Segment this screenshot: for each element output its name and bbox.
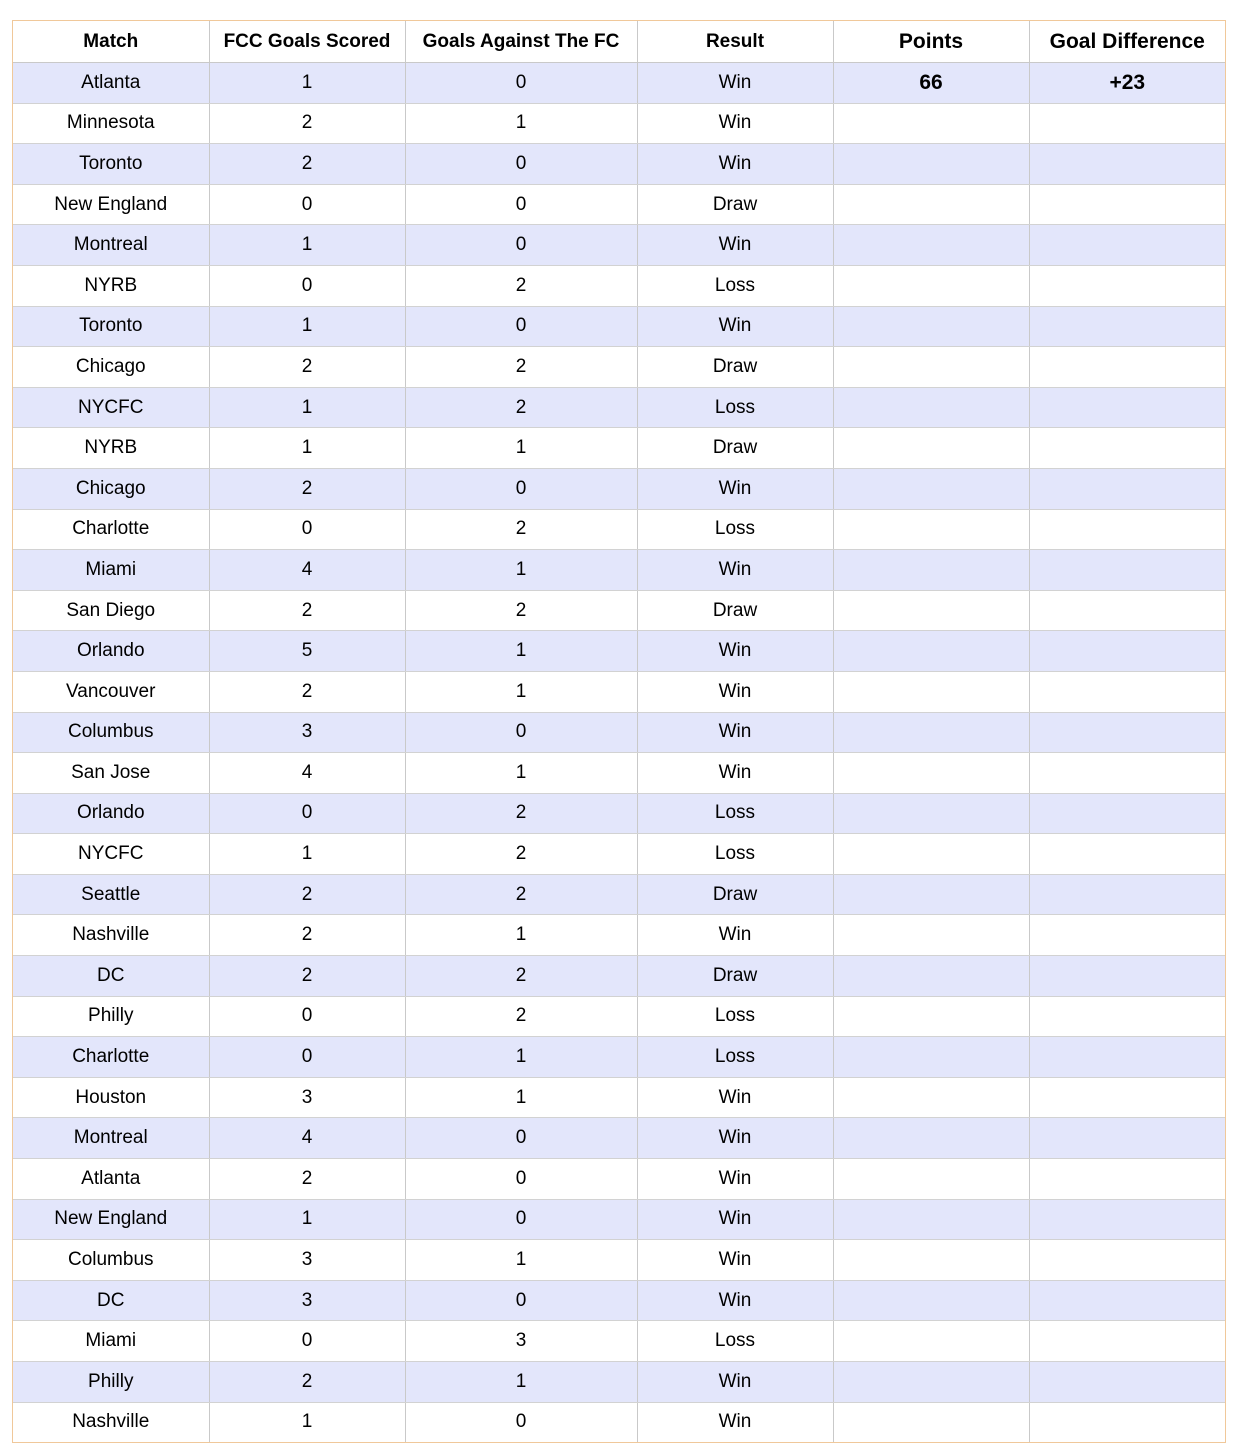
cell-points[interactable] — [833, 1402, 1029, 1442]
cell-points[interactable] — [833, 144, 1029, 185]
cell-goals-against[interactable]: 0 — [405, 144, 637, 185]
header-goal-difference[interactable]: Goal Difference — [1029, 21, 1225, 63]
cell-goals-against[interactable]: 2 — [405, 387, 637, 428]
cell-result[interactable]: Win — [637, 225, 833, 266]
table-row — [13, 184, 1225, 225]
cell-points[interactable] — [833, 996, 1029, 1037]
cell-result[interactable]: Win — [637, 306, 833, 347]
cell-result[interactable]: Draw — [637, 428, 833, 469]
cell-result[interactable]: Win — [637, 63, 833, 104]
table-row — [13, 103, 1225, 144]
cell-match[interactable]: Charlotte — [13, 1037, 209, 1078]
cell-goals-scored[interactable]: 2 — [209, 874, 405, 915]
cell-goals-against[interactable]: 1 — [405, 915, 637, 956]
cell-result[interactable]: Win — [637, 144, 833, 185]
table-row — [13, 1077, 1225, 1118]
cell-points[interactable] — [833, 956, 1029, 997]
cell-goal-difference[interactable] — [1029, 1321, 1225, 1362]
cell-goal-difference[interactable] — [1029, 753, 1225, 794]
cell-result[interactable]: Win — [637, 1199, 833, 1240]
table-row — [13, 834, 1225, 875]
cell-result[interactable]: Draw — [637, 347, 833, 388]
table-row — [13, 1362, 1225, 1403]
cell-goals-against[interactable]: 1 — [405, 103, 637, 144]
header-points[interactable]: Points — [833, 21, 1029, 63]
cell-result[interactable]: Loss — [637, 1321, 833, 1362]
results-table — [13, 21, 1225, 1442]
cell-points[interactable] — [833, 509, 1029, 550]
cell-result[interactable]: Win — [637, 712, 833, 753]
cell-match[interactable]: Montreal — [13, 225, 209, 266]
cell-points[interactable] — [833, 1077, 1029, 1118]
cell-goals-against[interactable]: 1 — [405, 1240, 637, 1281]
cell-goal-difference[interactable] — [1029, 834, 1225, 875]
cell-goals-scored[interactable]: 0 — [209, 793, 405, 834]
cell-match[interactable]: Nashville — [13, 1402, 209, 1442]
cell-goals-against[interactable]: 1 — [405, 1077, 637, 1118]
table-row — [13, 712, 1225, 753]
cell-goals-scored[interactable]: 3 — [209, 1240, 405, 1281]
table-row — [13, 590, 1225, 631]
cell-result[interactable]: Win — [637, 1240, 833, 1281]
cell-goals-against[interactable]: 0 — [405, 306, 637, 347]
cell-match[interactable]: San Jose — [13, 753, 209, 794]
cell-goal-difference[interactable] — [1029, 550, 1225, 591]
header-result[interactable]: Result — [637, 21, 833, 63]
cell-goals-against[interactable]: 1 — [405, 753, 637, 794]
cell-goals-against[interactable]: 2 — [405, 996, 637, 1037]
cell-result[interactable]: Loss — [637, 834, 833, 875]
cell-goals-scored[interactable]: 1 — [209, 387, 405, 428]
cell-match[interactable]: Charlotte — [13, 509, 209, 550]
cell-goals-scored[interactable]: 0 — [209, 1037, 405, 1078]
header-row — [13, 21, 1225, 63]
table-row — [13, 63, 1225, 104]
cell-goals-against[interactable]: 0 — [405, 63, 637, 104]
table-row — [13, 671, 1225, 712]
cell-match[interactable]: DC — [13, 956, 209, 997]
cell-points[interactable] — [833, 468, 1029, 509]
cell-result[interactable]: Win — [637, 468, 833, 509]
cell-result[interactable]: Win — [637, 915, 833, 956]
cell-goals-against[interactable]: 1 — [405, 550, 637, 591]
cell-points[interactable] — [833, 1159, 1029, 1200]
cell-goal-difference[interactable] — [1029, 225, 1225, 266]
cell-points[interactable] — [833, 103, 1029, 144]
cell-match[interactable]: Miami — [13, 550, 209, 591]
cell-match[interactable]: NYRB — [13, 265, 209, 306]
cell-goals-against[interactable]: 2 — [405, 509, 637, 550]
table-row — [13, 428, 1225, 469]
cell-points[interactable] — [833, 550, 1029, 591]
cell-goals-scored[interactable]: 4 — [209, 753, 405, 794]
cell-goals-scored[interactable]: 2 — [209, 468, 405, 509]
cell-goals-scored[interactable]: 2 — [209, 1362, 405, 1403]
cell-goals-scored[interactable]: 1 — [209, 1199, 405, 1240]
cell-goals-scored[interactable]: 2 — [209, 956, 405, 997]
cell-goals-scored[interactable]: 2 — [209, 103, 405, 144]
cell-match[interactable]: Columbus — [13, 1240, 209, 1281]
cell-goals-scored[interactable]: 1 — [209, 834, 405, 875]
table-row — [13, 956, 1225, 997]
cell-goals-scored[interactable]: 0 — [209, 265, 405, 306]
cell-goal-difference[interactable] — [1029, 144, 1225, 185]
cell-goals-scored[interactable]: 0 — [209, 184, 405, 225]
cell-points[interactable] — [833, 874, 1029, 915]
cell-match[interactable]: New England — [13, 1199, 209, 1240]
cell-match[interactable]: NYCFC — [13, 387, 209, 428]
cell-result[interactable]: Loss — [637, 387, 833, 428]
cell-goals-against[interactable]: 2 — [405, 347, 637, 388]
cell-goal-difference[interactable] — [1029, 468, 1225, 509]
cell-match[interactable]: NYCFC — [13, 834, 209, 875]
cell-match[interactable]: Montreal — [13, 1118, 209, 1159]
cell-points[interactable] — [833, 1321, 1029, 1362]
cell-goals-against[interactable]: 2 — [405, 956, 637, 997]
cell-match[interactable]: Chicago — [13, 468, 209, 509]
cell-points[interactable] — [833, 1280, 1029, 1321]
cell-result[interactable]: Loss — [637, 1037, 833, 1078]
cell-goals-scored[interactable]: 2 — [209, 915, 405, 956]
cell-goal-difference[interactable] — [1029, 631, 1225, 672]
cell-goal-difference[interactable] — [1029, 793, 1225, 834]
cell-match[interactable]: Houston — [13, 1077, 209, 1118]
table-row — [13, 1240, 1225, 1281]
cell-match[interactable]: NYRB — [13, 428, 209, 469]
cell-result[interactable]: Draw — [637, 874, 833, 915]
table-row — [13, 144, 1225, 185]
cell-goal-difference[interactable] — [1029, 1118, 1225, 1159]
cell-points[interactable] — [833, 631, 1029, 672]
cell-goal-difference[interactable] — [1029, 1077, 1225, 1118]
table-row — [13, 509, 1225, 550]
cell-match[interactable]: Chicago — [13, 347, 209, 388]
header-goals-scored[interactable]: FCC Goals Scored — [209, 21, 405, 63]
cell-result[interactable]: Win — [637, 631, 833, 672]
cell-goals-scored[interactable]: 5 — [209, 631, 405, 672]
cell-goals-scored[interactable]: 2 — [209, 590, 405, 631]
cell-points[interactable] — [833, 265, 1029, 306]
cell-goals-against[interactable]: 0 — [405, 1159, 637, 1200]
cell-goal-difference[interactable] — [1029, 1362, 1225, 1403]
cell-goals-scored[interactable]: 0 — [209, 996, 405, 1037]
cell-points[interactable] — [833, 1240, 1029, 1281]
cell-points[interactable] — [833, 1118, 1029, 1159]
cell-goal-difference[interactable] — [1029, 671, 1225, 712]
cell-goal-difference[interactable] — [1029, 915, 1225, 956]
cell-match[interactable]: Vancouver — [13, 671, 209, 712]
table-row — [13, 874, 1225, 915]
cell-goals-scored[interactable]: 3 — [209, 712, 405, 753]
table-row — [13, 1118, 1225, 1159]
cell-match[interactable]: Philly — [13, 1362, 209, 1403]
cell-result[interactable]: Draw — [637, 956, 833, 997]
cell-goal-difference[interactable] — [1029, 1037, 1225, 1078]
cell-goals-against[interactable]: 1 — [405, 428, 637, 469]
cell-points[interactable] — [833, 347, 1029, 388]
cell-goals-scored[interactable]: 0 — [209, 1321, 405, 1362]
table-row — [13, 1402, 1225, 1442]
cell-goals-against[interactable]: 0 — [405, 468, 637, 509]
cell-points[interactable] — [833, 225, 1029, 266]
cell-result[interactable]: Draw — [637, 590, 833, 631]
cell-goal-difference[interactable] — [1029, 996, 1225, 1037]
cell-goals-scored[interactable]: 1 — [209, 63, 405, 104]
table-row — [13, 753, 1225, 794]
cell-goal-difference[interactable] — [1029, 1280, 1225, 1321]
cell-goal-difference[interactable] — [1029, 387, 1225, 428]
cell-goal-difference[interactable] — [1029, 956, 1225, 997]
cell-goals-scored[interactable]: 0 — [209, 509, 405, 550]
cell-result[interactable]: Loss — [637, 265, 833, 306]
cell-goals-against[interactable]: 1 — [405, 1037, 637, 1078]
cell-match[interactable]: Orlando — [13, 631, 209, 672]
cell-goals-scored[interactable]: 1 — [209, 306, 405, 347]
cell-match[interactable]: Toronto — [13, 144, 209, 185]
cell-result[interactable]: Win — [637, 671, 833, 712]
table-row — [13, 225, 1225, 266]
cell-goals-scored[interactable]: 2 — [209, 1159, 405, 1200]
cell-match[interactable]: DC — [13, 1280, 209, 1321]
cell-goal-difference[interactable] — [1029, 1159, 1225, 1200]
cell-match[interactable]: Seattle — [13, 874, 209, 915]
cell-points[interactable] — [833, 306, 1029, 347]
table-row — [13, 387, 1225, 428]
cell-match[interactable]: Atlanta — [13, 63, 209, 104]
table-row — [13, 1199, 1225, 1240]
cell-goal-difference[interactable] — [1029, 712, 1225, 753]
cell-goal-difference[interactable] — [1029, 347, 1225, 388]
table-row — [13, 265, 1225, 306]
cell-result[interactable]: Win — [637, 1362, 833, 1403]
cell-goals-scored[interactable]: 3 — [209, 1280, 405, 1321]
cell-match[interactable]: Minnesota — [13, 103, 209, 144]
goal-difference-total[interactable]: +23 — [1029, 63, 1225, 104]
table-row — [13, 631, 1225, 672]
cell-goals-against[interactable]: 0 — [405, 1118, 637, 1159]
cell-goals-against[interactable]: 0 — [405, 1280, 637, 1321]
cell-goals-against[interactable]: 2 — [405, 793, 637, 834]
cell-goals-against[interactable]: 2 — [405, 590, 637, 631]
cell-goals-scored[interactable]: 4 — [209, 1118, 405, 1159]
cell-points[interactable] — [833, 590, 1029, 631]
cell-goal-difference[interactable] — [1029, 1199, 1225, 1240]
cell-points[interactable] — [833, 671, 1029, 712]
table-row — [13, 996, 1225, 1037]
header-goals-against[interactable]: Goals Against The FC — [405, 21, 637, 63]
cell-points[interactable] — [833, 793, 1029, 834]
cell-goal-difference[interactable] — [1029, 590, 1225, 631]
cell-match[interactable]: Orlando — [13, 793, 209, 834]
cell-goals-scored[interactable]: 2 — [209, 671, 405, 712]
cell-goals-against[interactable]: 2 — [405, 265, 637, 306]
cell-match[interactable]: Columbus — [13, 712, 209, 753]
cell-goal-difference[interactable] — [1029, 428, 1225, 469]
cell-goals-scored[interactable]: 1 — [209, 225, 405, 266]
cell-result[interactable]: Win — [637, 1280, 833, 1321]
cell-points[interactable] — [833, 387, 1029, 428]
cell-result[interactable]: Draw — [637, 184, 833, 225]
cell-goals-against[interactable]: 1 — [405, 1362, 637, 1403]
cell-goals-against[interactable]: 0 — [405, 712, 637, 753]
points-total[interactable]: 66 — [833, 63, 1029, 104]
cell-goal-difference[interactable] — [1029, 184, 1225, 225]
cell-result[interactable]: Win — [637, 1402, 833, 1442]
header-match[interactable]: Match — [13, 21, 209, 63]
cell-match[interactable]: Nashville — [13, 915, 209, 956]
table-row — [13, 915, 1225, 956]
cell-match[interactable]: San Diego — [13, 590, 209, 631]
cell-result[interactable]: Win — [637, 1118, 833, 1159]
cell-goals-scored[interactable]: 1 — [209, 428, 405, 469]
table-row — [13, 347, 1225, 388]
cell-goals-against[interactable]: 3 — [405, 1321, 637, 1362]
cell-points[interactable] — [833, 753, 1029, 794]
spreadsheet — [12, 20, 1226, 1443]
table-row — [13, 468, 1225, 509]
cell-goals-against[interactable]: 2 — [405, 834, 637, 875]
table-row — [13, 1321, 1225, 1362]
cell-points[interactable] — [833, 1199, 1029, 1240]
cell-goals-scored[interactable]: 4 — [209, 550, 405, 591]
cell-goal-difference[interactable] — [1029, 265, 1225, 306]
cell-goals-scored[interactable]: 3 — [209, 1077, 405, 1118]
cell-match[interactable]: Atlanta — [13, 1159, 209, 1200]
cell-result[interactable]: Win — [637, 103, 833, 144]
cell-goal-difference[interactable] — [1029, 1240, 1225, 1281]
cell-result[interactable]: Win — [637, 753, 833, 794]
cell-result[interactable]: Loss — [637, 509, 833, 550]
cell-match[interactable]: Toronto — [13, 306, 209, 347]
cell-match[interactable]: New England — [13, 184, 209, 225]
cell-goals-against[interactable]: 0 — [405, 1402, 637, 1442]
cell-goal-difference[interactable] — [1029, 874, 1225, 915]
cell-result[interactable]: Loss — [637, 793, 833, 834]
cell-result[interactable]: Win — [637, 1077, 833, 1118]
table-row — [13, 793, 1225, 834]
cell-points[interactable] — [833, 915, 1029, 956]
cell-goals-scored[interactable]: 2 — [209, 144, 405, 185]
table-body — [13, 63, 1225, 1443]
cell-goal-difference[interactable] — [1029, 103, 1225, 144]
table-row — [13, 1280, 1225, 1321]
cell-points[interactable] — [833, 184, 1029, 225]
cell-match[interactable]: Miami — [13, 1321, 209, 1362]
table-row — [13, 1159, 1225, 1200]
cell-points[interactable] — [833, 712, 1029, 753]
cell-match[interactable]: Philly — [13, 996, 209, 1037]
table-row — [13, 550, 1225, 591]
cell-goals-against[interactable]: 2 — [405, 874, 637, 915]
cell-result[interactable]: Loss — [637, 996, 833, 1037]
cell-goal-difference[interactable] — [1029, 1402, 1225, 1442]
cell-points[interactable] — [833, 1037, 1029, 1078]
cell-points[interactable] — [833, 1362, 1029, 1403]
cell-goals-scored[interactable]: 2 — [209, 347, 405, 388]
cell-goal-difference[interactable] — [1029, 306, 1225, 347]
cell-goal-difference[interactable] — [1029, 509, 1225, 550]
cell-result[interactable]: Win — [637, 1159, 833, 1200]
table-row — [13, 1037, 1225, 1078]
cell-goals-scored[interactable]: 1 — [209, 1402, 405, 1442]
table-row — [13, 306, 1225, 347]
cell-result[interactable]: Win — [637, 550, 833, 591]
cell-points[interactable] — [833, 428, 1029, 469]
cell-goals-against[interactable]: 0 — [405, 1199, 637, 1240]
cell-points[interactable] — [833, 834, 1029, 875]
cell-goals-against[interactable]: 1 — [405, 631, 637, 672]
cell-goals-against[interactable]: 1 — [405, 671, 637, 712]
cell-goals-against[interactable]: 0 — [405, 184, 637, 225]
cell-goals-against[interactable]: 0 — [405, 225, 637, 266]
